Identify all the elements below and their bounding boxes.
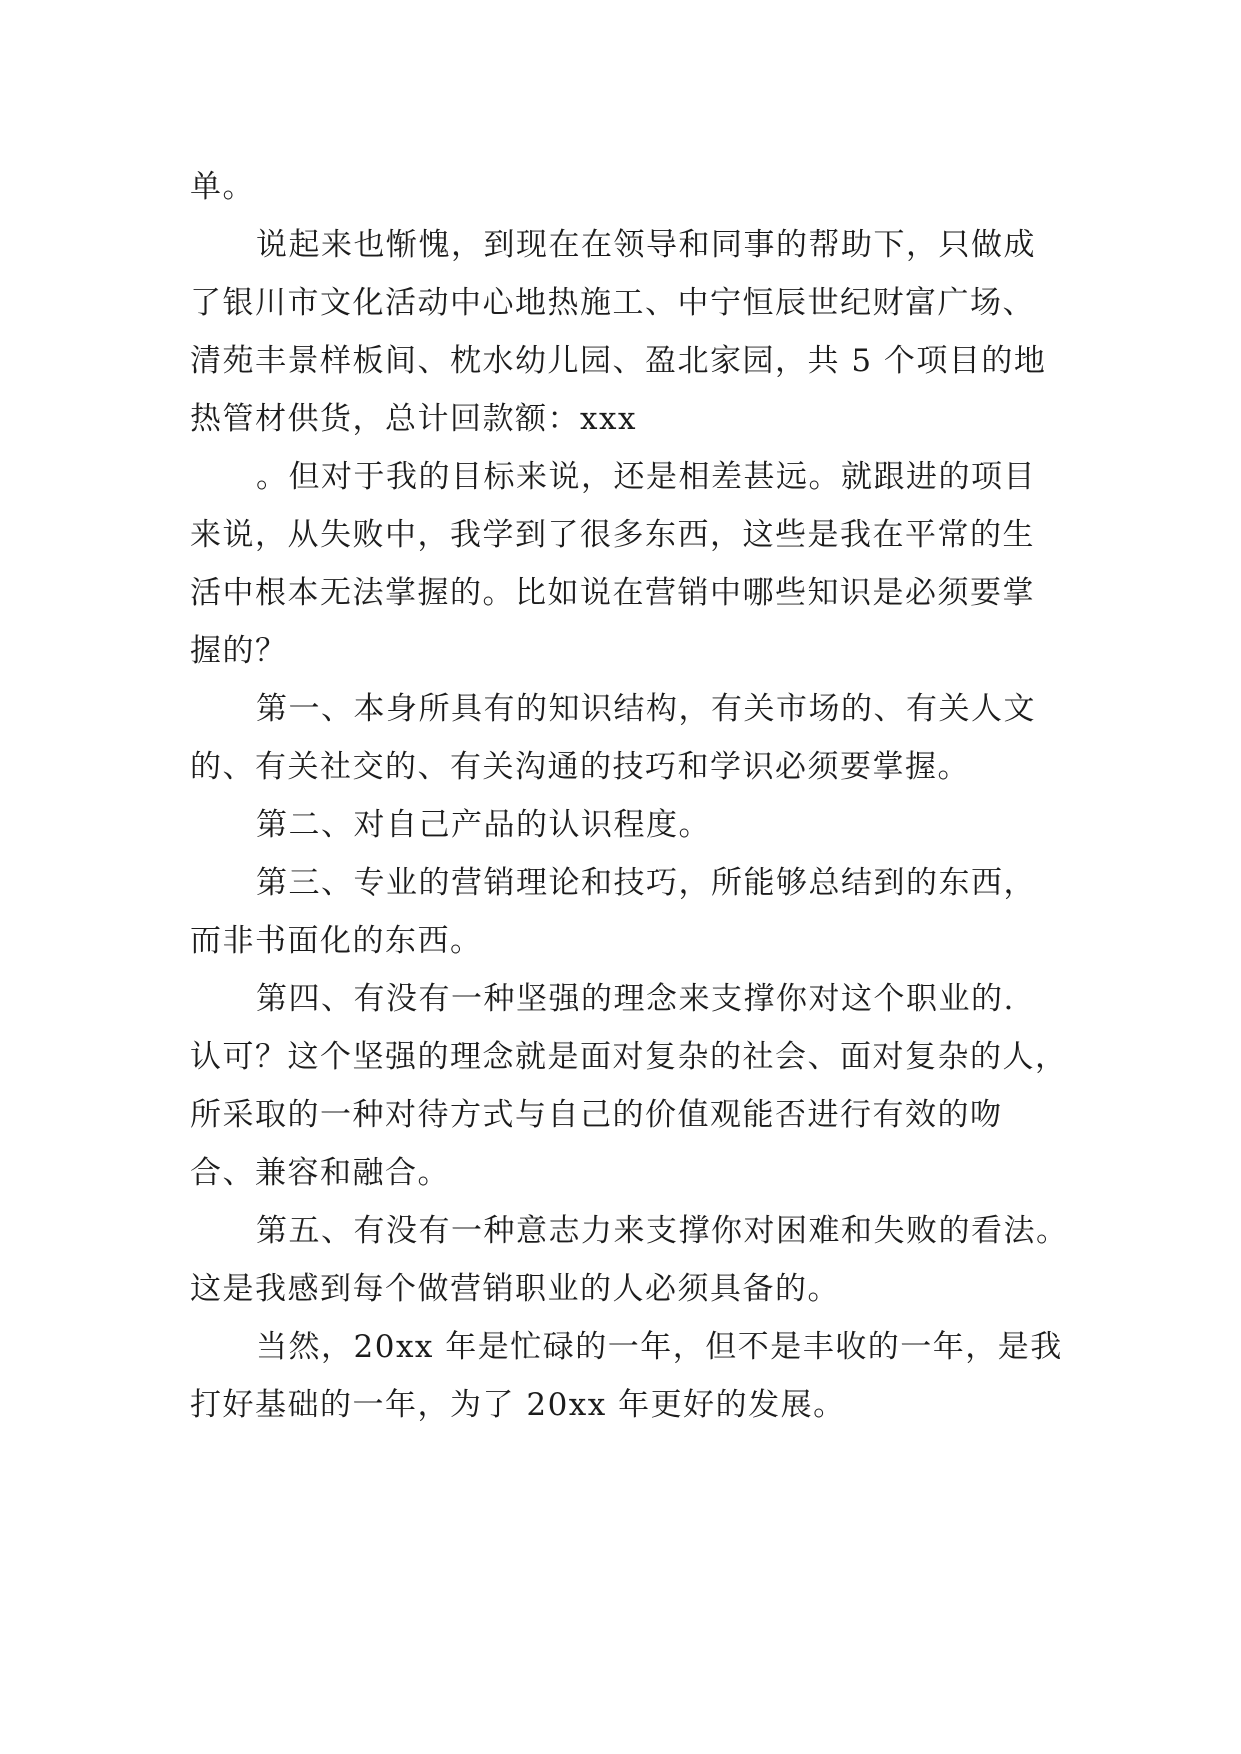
text-line: 第二、对自己产品的认识程度。: [256, 807, 711, 843]
text-line: 热管材供货，总计回款额：xxx: [190, 401, 637, 437]
text-line: 当然，20xx 年是忙碌的一年，但不是丰收的一年，是我: [256, 1329, 1063, 1365]
text-line: 打好基础的一年，为了 20xx 年更好的发展。: [190, 1387, 846, 1423]
text-line: 清苑丰景样板间、枕水幼儿园、盈北家园，共 5 个项目的地: [190, 343, 1047, 379]
text-line: 说起来也惭愧，到现在在领导和同事的帮助下，只做成: [256, 227, 1036, 263]
text-line: 第一、本身所具有的知识结构，有关市场的、有关人文: [256, 691, 1036, 727]
text-line: 第四、有没有一种坚强的理念来支撑你对这个职业的.: [256, 981, 1015, 1017]
text-line: 活中根本无法掌握的。比如说在营销中哪些知识是必须要掌: [190, 575, 1035, 611]
text-line: 了银川市文化活动中心地热施工、中宁恒辰世纪财富广场、: [190, 285, 1035, 321]
text-line: 第五、有没有一种意志力来支撑你对困难和失败的看法。: [256, 1213, 1069, 1249]
text-line: 单。: [190, 169, 255, 205]
text-line: 而非书面化的东西。: [190, 923, 483, 959]
text-line: 合、兼容和融合。: [190, 1155, 450, 1191]
text-line: 。但对于我的目标来说，还是相差甚远。就跟进的项目: [256, 459, 1036, 495]
text-line: 这是我感到每个做营销职业的人必须具备的。: [190, 1271, 840, 1307]
text-line: 来说，从失败中，我学到了很多东西，这些是我在平常的生: [190, 517, 1035, 553]
text-line: 认可？这个坚强的理念就是面对复杂的社会、面对复杂的人，: [190, 1039, 1068, 1075]
text-line: 的、有关社交的、有关沟通的技巧和学识必须要掌握。: [190, 749, 970, 785]
text-line: 所采取的一种对待方式与自己的价值观能否进行有效的吻: [190, 1097, 1003, 1133]
text-line: 握的？: [190, 633, 288, 669]
document-body: [190, 158, 1070, 1434]
text-line: 第三、专业的营销理论和技巧，所能够总结到的东西，: [256, 865, 1036, 901]
